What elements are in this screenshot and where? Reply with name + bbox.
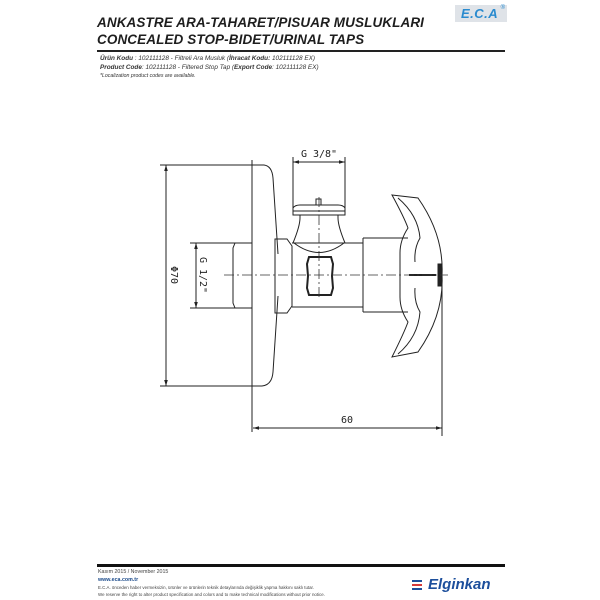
export-value: : 102111128 EX): [272, 64, 319, 71]
footer-disclaimer-en: We reserve the right to alter product specification and colors and to make technical modifications without prior notice.: [98, 592, 325, 597]
footer-website-link[interactable]: www.eca.com.tr: [98, 577, 139, 583]
eca-logo-text: E.C.A: [461, 6, 499, 21]
registered-mark: ®: [500, 5, 505, 11]
export-label: Export Code: [234, 64, 273, 71]
footer-disclaimer-tr: E.C.A. önceden haber vermeksizin, ürünler ve ürünlerin teknik detaylarında değişiklik yapma hakkını saklı tutar.: [98, 585, 314, 590]
diameter-dimension-label: Φ70: [168, 265, 179, 285]
localization-note: *Localization product codes are available.: [100, 73, 196, 79]
outlet-dimension-label: G 3/8": [300, 149, 338, 160]
product-code-label: Product Code: [100, 64, 142, 71]
urun-kodu-label: Ürün Kodu: [100, 55, 134, 62]
urun-kodu-value: : 102111128 - Filtreli Ara Musluk (: [133, 55, 230, 62]
inlet-dimension-label: G 1/2": [197, 256, 208, 294]
elginkan-logo: Elginkan: [428, 576, 491, 593]
title-turkish: ANKASTRE ARA-TAHARET/PISUAR MUSLUKLARI: [97, 15, 425, 30]
product-code-value: : 102111128 - Filtered Stop Tap (: [141, 64, 235, 71]
flange-outline: [252, 165, 278, 386]
footer-divider: [97, 564, 505, 567]
title-english: CONCEALED STOP-BIDET/URINAL TAPS: [97, 32, 365, 47]
length-dimension-label: 60: [340, 415, 354, 426]
ihracat-label: İhracat Kodu:: [229, 55, 271, 62]
footer-date: Kasım 2015 / November 2015: [98, 569, 169, 575]
ihracat-value: 102111128 EX): [270, 55, 315, 62]
elginkan-logo-icon: [412, 580, 422, 592]
